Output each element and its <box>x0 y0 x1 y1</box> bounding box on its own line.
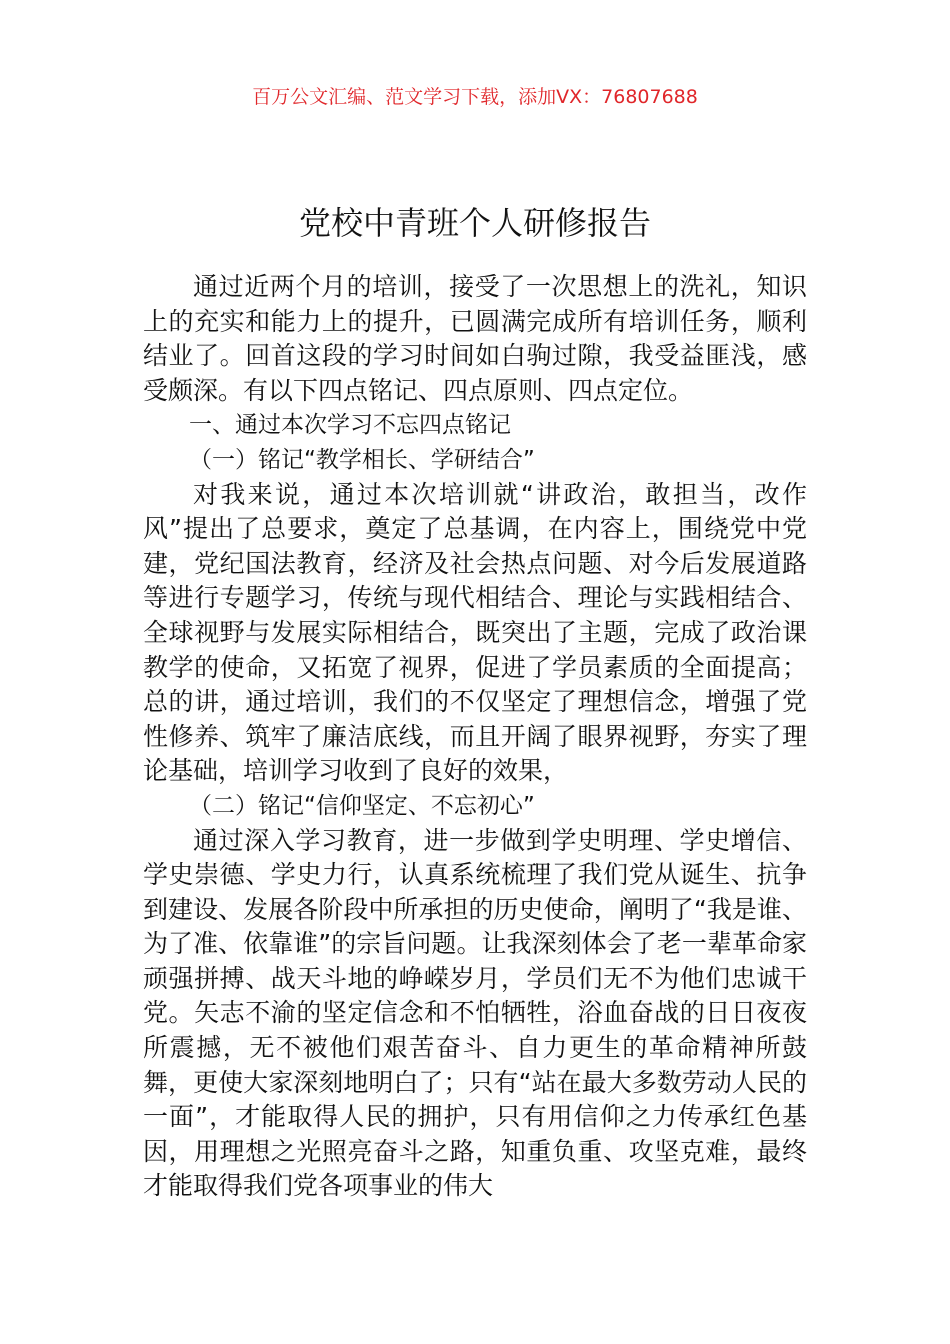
subsection-heading-1: （一）铭记“教学相长、学研结合” <box>189 446 535 473</box>
body-paragraph-2: 通过深入学习教育，进一步做到学史明理、学史增信、学史崇德、学史力行，认真系统梳理了我们党从诞生、抗争到建设、发展各阶段中所承担的历史使命，阐明了“我是谁、为了准、依靠谁”的宗旨问题。让我深刻体会了老一辈革命家顽强拼搏、战天斗地的峥嵘岁月，学员们无不为他们忠诚干党。矢志不渝的坚定信念和不怕牺牲，浴血奋战的日日夜夜所震撼，无不被他们艰苦奋斗、自力更生的革命精神所鼓舞，更使大家深刻地明白了；只有“站在最大多数劳动人民的一面”，才能取得人民的拥护，只有用信仰之力传承红色基因，用理想之光照亮奋斗之路，知重负重、攻坚克难，最终才能取得我们党各项事业的伟大 <box>143 825 807 1201</box>
subsection-heading-2: （二）铭记“信仰坚定、不忘初心” <box>189 792 535 819</box>
section-heading-1: 一、通过本次学习不忘四点铭记 <box>189 412 511 439</box>
document-title: 党校中青班个人研修报告 <box>298 204 651 243</box>
document-body <box>143 270 807 1204</box>
header-watermark-note: 百万公文汇编、范文学习下载，添加VX：76807688 <box>252 86 698 108</box>
intro-paragraph: 通过近两个月的培训，接受了一次思想上的洗礼，知识上的充实和能力上的提升，已圆满完成所有培训任务，顺利结业了。回首这段的学习时间如白驹过隙，我受益匪浅，感受颇深。有以下四点铭记、四点原则、四点定位。 <box>143 272 807 405</box>
body-paragraph-1: 对我来说，通过本次培训就“讲政治，敢担当，改作风”提出了总要求，奠定了总基调，在内容上，围绕党中党建，党纪国法教育，经济及社会热点问题、对今后发展道路等进行专题学习，传统与现代相结合、理论与实践相结合、全球视野与发展实际相结合，既突出了主题，完成了政治课教学的使命，又拓宽了视界，促进了学员素质的全面提高；总的讲，通过培训，我们的不仅坚定了理想信念，增强了党性修养、筑牢了廉洁底线，而且开阔了眼界视野，夯实了理论基础，培训学习收到了良好的效果， <box>143 479 807 786</box>
